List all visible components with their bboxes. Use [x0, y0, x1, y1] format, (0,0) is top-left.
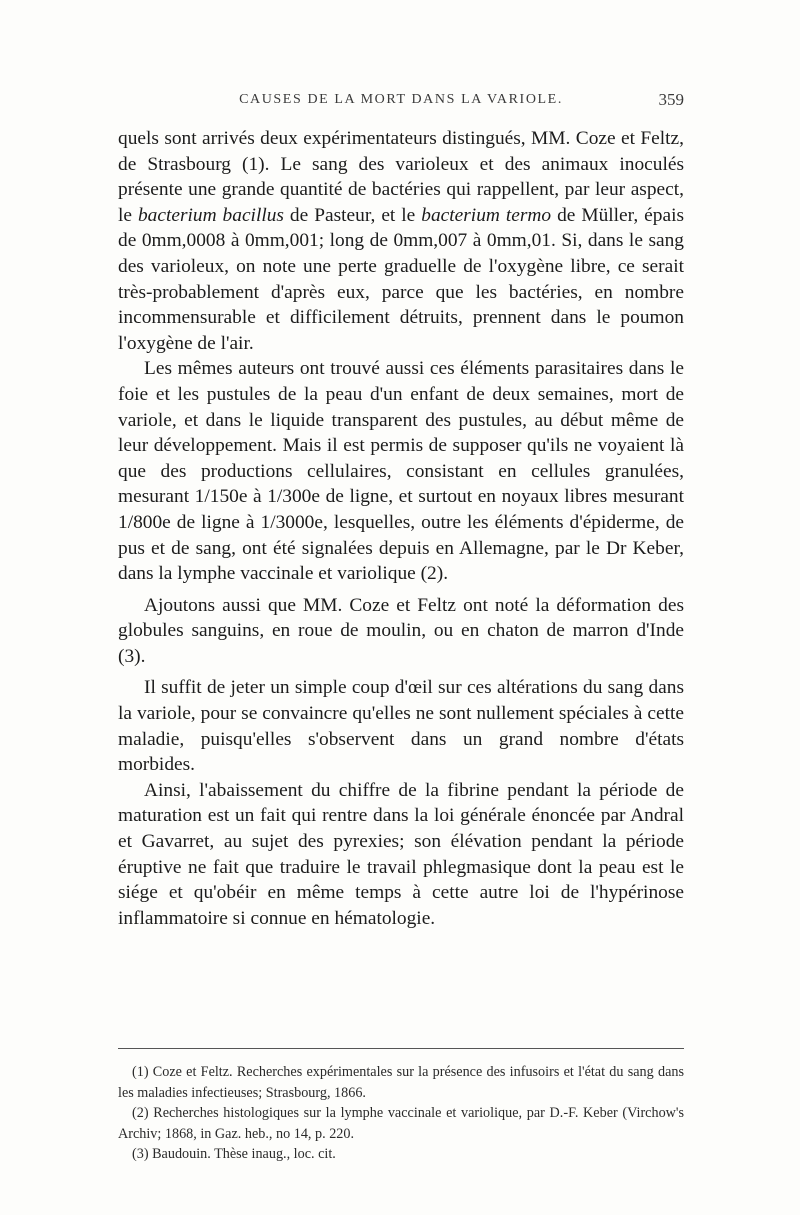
running-head	[118, 92, 684, 116]
footnote-1: (1) Coze et Feltz. Recherches expérimentales sur la présence des infusoirs et l'état du sang dans les maladies infectieuses; Strasbourg, 1866.	[118, 1064, 684, 1101]
footnote-2: (2) Recherches histologiques sur la lymphe vaccinale et variolique, par D.-F. Keber (Virchow's Archiv; 1868, in Gaz. heb., no 14, p. 220.	[118, 1105, 684, 1142]
paragraph-3: Ajoutons aussi que MM. Coze et Feltz ont noté la déformation des globules sanguins, en roue de moulin, ou en chaton de marron d'Inde (3).	[118, 594, 684, 667]
paragraph-1-part-b: de Pasteur, et le	[283, 204, 422, 226]
paragraph-1-part-c: de Müller, épais de 0mm,0008 à 0mm,001; long de 0mm,007 à 0mm,01. Si, dans le sang des varioleux, on note une perte graduelle de l'oxygène libre, ce serait très-probablement d'après eux, parce que les bactéries, en nombre incommensurable et difficilement détruits, prennent dans le poumon l'oxygène de l'air.	[118, 204, 685, 354]
paragraph-5: Ainsi, l'abaissement du chiffre de la fibrine pendant la période de maturation est un fait qui rentre dans la loi générale énoncée par Andral et Gavarret, au sujet des pyrexies; son élévation pendant la période éruptive ne fait que traduire le travail phlegmasique dont la peau est le siége et qu'obéir en même temps à cette autre loi de l'hypérinose inflammatoire si connue en hématologie.	[118, 779, 684, 929]
paragraph-1-part-a: quels sont arrivés deux expérimentateurs distingués, MM. Coze et Feltz, de Strasbourg (1). Le sang des varioleux et des animaux inoculés présente une grande quantité de bactéries qui rappellent, par leur aspect, le	[118, 128, 684, 226]
footnote-3: (3) Baudouin. Thèse inaug., loc. cit.	[132, 1146, 336, 1162]
italic-term-bacterium-bacillus: bacterium bacillus	[137, 204, 284, 226]
page-number: 359	[658, 90, 684, 109]
paragraph-1	[118, 126, 684, 356]
footnotes	[118, 1062, 684, 1165]
italic-term-bacterium-termo: bacterium termo	[421, 204, 552, 226]
running-title: CAUSES DE LA MORT DANS LA VARIOLE.	[239, 92, 563, 107]
footnote-divider	[118, 1048, 684, 1049]
paragraph-2: Les mêmes auteurs ont trouvé aussi ces éléments parasitaires dans le foie et les pustules de la peau d'un enfant de deux semaines, mort de variole, et dans le liquide transparent des pustules, au début même de leur développement. Mais il est permis de supposer qu'ils ne voyaient là que des productions cellulaires, consistant en cellules granulées, mesurant 1/150e à 1/300e de ligne, et surtout en noyaux libres mesurant 1/800e de ligne à 1/3000e, lesquelles, outre les éléments d'épiderme, de pus et de sang, ont été signalées depuis en Allemagne, par le Dr Keber, dans la lymphe vaccinale et variolique (2).	[118, 358, 684, 585]
paragraph-4: Il suffit de jeter un simple coup d'œil sur ces altérations du sang dans la variole, pour se convaincre qu'elles ne sont nullement spéciales à cette maladie, puisqu'elles s'observent dans un grand nombre d'états morbides.	[118, 677, 684, 776]
body-text	[118, 126, 684, 931]
